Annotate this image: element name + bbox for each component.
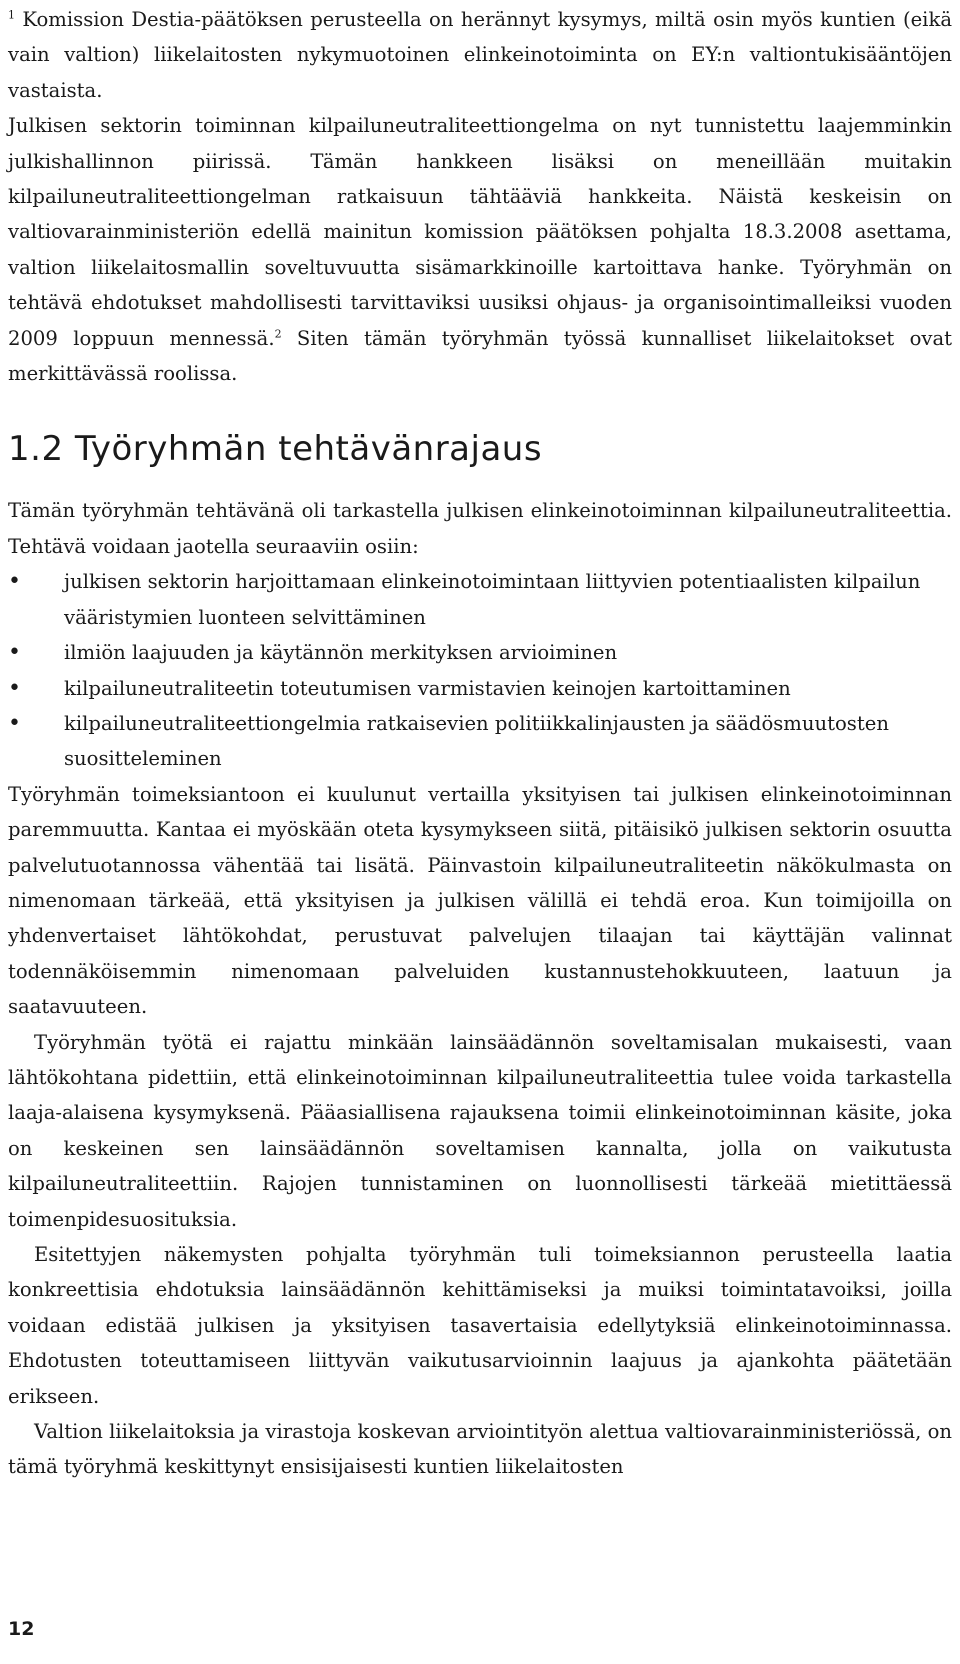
footnote-text: Komission Destia-päätöksen perusteella on herännyt kysymys, miltä osin myös kuntien (eikä vain valtion) liikelaitosten nykymuotoinen elinkeinotoiminta on EY:n valtiontukisääntöjen vastaista. <box>8 8 952 102</box>
list-item-text: kilpailuneutraliteettiongelmia ratkaisevien politiikkalinjausten ja säädösmuutosten suositteleminen <box>64 711 889 771</box>
section-lead: Tämän työryhmän tehtävänä oli tarkastella julkisen elinkeinotoiminnan kilpailuneutraliteettia. Tehtävä voidaan jaotella seuraaviin osiin: <box>8 499 952 558</box>
section-heading: 1.2 Työryhmän tehtävänrajaus <box>8 429 543 470</box>
footnote-1 <box>8 2 952 108</box>
list-item <box>8 706 952 777</box>
footnote-ref-2: 2 <box>274 327 282 341</box>
footnote-mark: 1 <box>8 8 15 22</box>
intro-paragraph <box>8 108 952 391</box>
intro-text: Julkisen sektorin toiminnan kilpailuneutraliteettiongelma on nyt tunnistettu laajemminkin julkishallinnon piirissä. Tämän hankkeen lisäksi on meneillään muitakin kilpailuneutraliteettiongelman ratkaisuun tähtääviä hankkeita. Näistä keskeisin on valtiovarainministeriön edellä mainitun komission päätöksen pohjalta 18.3.2008 asettama, valtion liikelaitosmallin soveltuvuutta sisämarkkinoille kartoittava hanke. Työryhmän on tehtävä ehdotukset mahdollisesti tarvittaviksi uusiksi ohjaus- ja organisointimalleiksi vuoden 2009 loppuun mennessä. <box>8 114 952 350</box>
document-page <box>8 0 952 1485</box>
list-item <box>8 564 952 635</box>
paragraph-proposals: Esitettyjen näkemysten pohjalta työryhmän tuli toimeksiannon perusteella laatia konkreettisia ehdotuksia lainsäädännön kehittämiseksi ja muiksi toimintatavoiksi, joilla voidaan edistää julkisen ja yksityisen tasavertaisia edellytyksiä elinkeinotoiminnassa. Ehdotusten toteuttamiseen liittyvän vaikutusarvioinnin laajuus ja ajankohta päätetään erikseen. <box>8 1243 952 1408</box>
bullet-icon: • <box>8 710 21 736</box>
list-item-text: ilmiön laajuuden ja käytännön merkityksen arvioiminen <box>64 641 618 665</box>
bullet-icon: • <box>8 569 21 595</box>
page-number: 12 <box>8 1618 35 1640</box>
bullet-icon: • <box>8 640 21 666</box>
list-item <box>8 635 952 670</box>
paragraph-focus: Valtion liikelaitoksia ja virastoja koskevan arviointityön alettua valtiovarainministeriössä, on tämä työryhmä keskittynyt ensisijaisesti kuntien liikelaitosten <box>8 1420 952 1479</box>
bullet-icon: • <box>8 675 21 701</box>
list-item-text: julkisen sektorin harjoittamaan elinkeinotoimintaan liittyvien potentiaalisten kilpailun vääristymien luonteen selvittäminen <box>64 570 921 629</box>
paragraph-legislation: Työryhmän työtä ei rajattu minkään lainsäädännön soveltamisalan mukaisesti, vaan lähtökohtana pidettiin, että elinkeinotoiminnan kilpailuneutraliteettia tulee voida tarkastella laaja-alaisena kysymyksenä. Pääasiallisena rajauksena toimii elinkeinotoiminnan käsite, joka on keskeinen sen lainsäädännön soveltamisen kannalta, jolla on vaikutusta kilpailuneutraliteettiin. Rajojen tunnistaminen on luonnollisesti tärkeää mietittäessä toimenpidesuosituksia. <box>8 1030 952 1231</box>
task-list <box>8 564 952 776</box>
intro-text-end: Siten tämän työryhmän työssä kunnalliset liikelaitokset ovat merkittävässä roolissa. <box>8 326 952 386</box>
list-item-text: kilpailuneutraliteetin toteutumisen varmistavien keinojen kartoittaminen <box>64 676 791 700</box>
paragraph-scope: Työryhmän toimeksiantoon ei kuulunut vertailla yksityisen tai julkisen elinkeinotoiminnan paremmuutta. Kantaa ei myöskään oteta kysymykseen siitä, pitäisikö julkisen sektorin osuutta palvelutuotannossa vähentää tai lisätä. Päinvastoin kilpailuneutraliteetin näkökulmasta on nimenomaan tärkeää, että yksityisen ja julkisen välillä ei tehdä eroa. Kun toimijoilla on yhdenvertaiset lähtökohdat, perustuvat palvelujen tilaajan tai käyttäjän valinnat todennäköisemmin nimenomaan palveluiden kustannustehokkuuteen, laatuun ja saatavuuteen. <box>8 782 952 1019</box>
list-item <box>8 671 952 706</box>
